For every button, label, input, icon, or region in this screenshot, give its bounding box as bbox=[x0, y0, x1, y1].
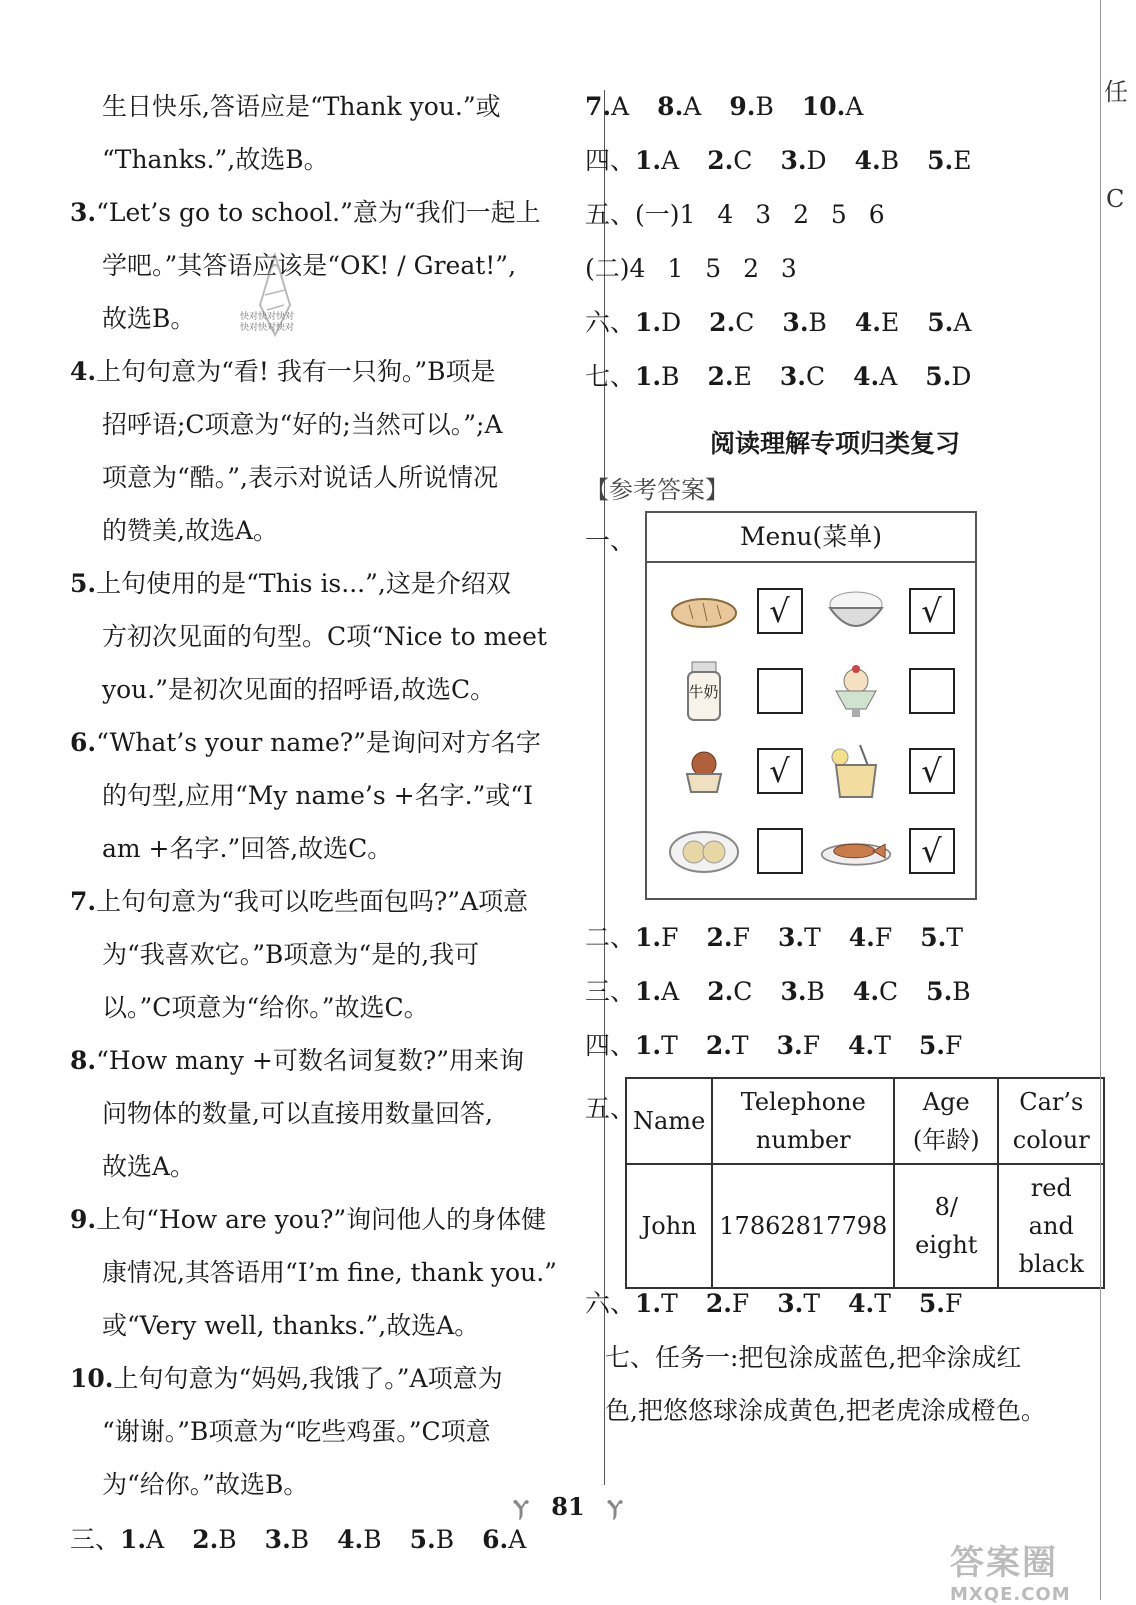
answer-item bbox=[855, 134, 899, 188]
section-prefix: 三、 bbox=[70, 1525, 121, 1554]
edge-fragment: 任 bbox=[1104, 78, 1128, 106]
food-label: 牛奶 bbox=[688, 682, 719, 701]
answer-text: 问物体的数量,可以直接用数量回答, bbox=[102, 1099, 493, 1128]
answer-choice: B bbox=[952, 977, 971, 1006]
cell-text: (年龄) bbox=[912, 1126, 980, 1154]
cell-text: eight bbox=[915, 1231, 978, 1259]
answer-choice: F bbox=[944, 1289, 963, 1318]
answer-item bbox=[657, 80, 701, 134]
item-number: 3. bbox=[70, 198, 97, 227]
answer-item bbox=[708, 350, 752, 404]
bread-icon bbox=[668, 583, 740, 639]
menu-checkbox[interactable]: √ bbox=[909, 588, 955, 634]
cell-text: 8/ bbox=[934, 1193, 958, 1221]
answer-text: 上句使用的是“This is...”,这是介绍双 bbox=[96, 569, 511, 598]
cell-text: Age bbox=[922, 1088, 970, 1116]
watermark bbox=[950, 1535, 1100, 1605]
answer-choice: B bbox=[755, 92, 774, 121]
answer-sequence: 1 4 3 2 5 6 bbox=[679, 200, 885, 229]
answer-line bbox=[70, 1034, 600, 1087]
cell-text: Name bbox=[633, 1107, 706, 1135]
menu-checkbox[interactable]: √ bbox=[909, 828, 955, 874]
answer-text: 方初次见面的句型。C项“Nice to meet bbox=[102, 622, 547, 651]
wheat-ornament-icon: Ⲩ bbox=[513, 1495, 529, 1521]
answer-line bbox=[70, 981, 600, 1034]
menu-checkbox[interactable] bbox=[757, 668, 803, 714]
answer-line bbox=[70, 239, 600, 292]
item-number: 2. bbox=[707, 362, 734, 391]
item-number: 5. bbox=[925, 362, 952, 391]
answer-item bbox=[802, 80, 864, 134]
answer-item bbox=[707, 965, 752, 1019]
item-number: 1. bbox=[120, 1525, 147, 1554]
answer-item bbox=[635, 296, 681, 350]
menu-item bbox=[659, 731, 811, 811]
cell-text: black bbox=[1018, 1250, 1084, 1278]
menu-item bbox=[811, 731, 963, 811]
wheat-ornament-icon: Ⲩ bbox=[607, 1495, 623, 1521]
answer-choice: D bbox=[806, 146, 827, 175]
menu-checkbox[interactable] bbox=[909, 668, 955, 714]
answer-choice: B bbox=[880, 146, 900, 175]
answer-line bbox=[70, 133, 600, 186]
item-number: 10. bbox=[70, 1364, 114, 1393]
item-number: 3. bbox=[782, 308, 809, 337]
answer-line bbox=[70, 663, 600, 716]
item-number: 4. bbox=[848, 1031, 875, 1060]
stamp-text-line: 快对快对快对 bbox=[240, 312, 295, 322]
answer-row bbox=[585, 350, 1115, 404]
item-number: 2. bbox=[705, 1289, 732, 1318]
answer-line bbox=[70, 928, 600, 981]
answer-item bbox=[635, 350, 679, 404]
item-number: 3. bbox=[777, 1289, 804, 1318]
answer-line bbox=[70, 610, 600, 663]
answer-text: 项意为“酷。”,表示对说话人所说情况 bbox=[102, 463, 499, 492]
answer-line bbox=[70, 451, 600, 504]
section-title: 阅读理解专项归类复习 bbox=[709, 429, 960, 458]
menu-title: Menu(菜单) bbox=[647, 513, 975, 563]
menu-item bbox=[811, 651, 963, 731]
answer-text: 以。”C项意为“给你。”故选C。 bbox=[102, 993, 429, 1022]
answer-choice: T bbox=[731, 1031, 749, 1060]
section-prefix: (二) bbox=[585, 254, 630, 283]
answer-line bbox=[70, 292, 600, 345]
answer-row bbox=[585, 134, 1115, 188]
cell-text: colour bbox=[1012, 1126, 1090, 1154]
answer-choice: B bbox=[661, 362, 680, 391]
item-number: 5. bbox=[920, 923, 947, 952]
item-number: 3. bbox=[780, 146, 807, 175]
answer-item bbox=[777, 1019, 820, 1073]
edge-fragment: C bbox=[1106, 185, 1125, 213]
reference-answer-label: 【参考答案】 bbox=[585, 476, 729, 504]
section-prefix: 二、 bbox=[585, 923, 636, 952]
task-line: 色,把悠悠球涂成黄色,把老虎涂成橙色。 bbox=[605, 1396, 1046, 1425]
answer-choice: A bbox=[661, 146, 680, 175]
answer-line bbox=[70, 80, 600, 133]
answer-choice: T bbox=[804, 923, 821, 952]
right-column bbox=[585, 80, 1115, 1437]
cell-text: Car’s bbox=[1019, 1088, 1084, 1116]
table-header-cell bbox=[712, 1078, 894, 1164]
task-line: 七、任务一:把包涂成蓝色,把伞涂成红 bbox=[605, 1343, 1022, 1372]
answer-text: 故选B。 bbox=[102, 304, 196, 333]
menu-exercise bbox=[585, 511, 1115, 911]
answer-text: 上句句意为“我可以吃些面包吗?”A项意 bbox=[96, 887, 529, 916]
item-number: 7. bbox=[70, 887, 97, 916]
answer-row bbox=[585, 242, 1115, 296]
item-number: 4. bbox=[854, 308, 882, 337]
answer-choice: B bbox=[363, 1525, 382, 1554]
answer-row bbox=[585, 911, 1115, 965]
answer-choice: D bbox=[951, 362, 972, 391]
menu-item bbox=[659, 811, 811, 891]
answer-text: 故选A。 bbox=[102, 1152, 196, 1181]
answer-item bbox=[927, 296, 971, 350]
section-prefix: 四、 bbox=[585, 1031, 636, 1060]
section-prefix: 三、 bbox=[585, 977, 636, 1006]
item-number: 6. bbox=[482, 1525, 509, 1554]
item-number: 5. bbox=[927, 308, 954, 337]
answer-item bbox=[706, 1019, 749, 1073]
answer-line bbox=[70, 1352, 600, 1405]
menu-checkbox[interactable]: √ bbox=[909, 748, 955, 794]
answer-choice: A bbox=[845, 92, 864, 121]
answer-line bbox=[70, 504, 600, 557]
answer-text: 的赞美,故选A。 bbox=[102, 516, 279, 545]
section-prefix: 五、(一) bbox=[585, 200, 680, 229]
answer-choice: C bbox=[733, 146, 753, 175]
answer-choice: E bbox=[881, 308, 900, 337]
table-cell bbox=[998, 1164, 1104, 1288]
item-number: 5. bbox=[918, 1289, 945, 1318]
answer-text: 上句句意为“看! 我有一只狗。”B项是 bbox=[96, 357, 496, 386]
answer-line bbox=[70, 1246, 600, 1299]
item-number: 1. bbox=[635, 308, 662, 337]
cell-text: 17862817798 bbox=[719, 1212, 888, 1240]
answer-line bbox=[70, 398, 600, 451]
stamp-text-line: 快对快对快对 bbox=[240, 323, 295, 333]
answer-line bbox=[70, 716, 600, 769]
item-number: 6. bbox=[70, 728, 97, 757]
answer-choice: T bbox=[661, 1289, 678, 1318]
answer-text: “Thanks.”,故选B。 bbox=[102, 145, 329, 174]
answer-text: 的句型,应用“My name’s +名字.”或“I bbox=[102, 781, 533, 810]
table-header-cell bbox=[626, 1078, 712, 1164]
table-header-cell bbox=[998, 1078, 1104, 1164]
answer-choice: F bbox=[731, 1289, 750, 1318]
item-number: 9. bbox=[729, 92, 756, 121]
section-prefix: 四、 bbox=[585, 146, 636, 175]
stamp-text bbox=[240, 312, 294, 334]
answer-line bbox=[70, 1299, 600, 1352]
section-prefix: 五、 bbox=[585, 1094, 636, 1123]
answer-item bbox=[782, 296, 826, 350]
answer-text: you.”是初次见面的招呼语,故选C。 bbox=[102, 675, 496, 704]
item-number: 10. bbox=[801, 92, 846, 121]
menu-checkbox[interactable]: √ bbox=[757, 588, 803, 634]
item-number: 3. bbox=[777, 923, 805, 952]
answer-choice: T bbox=[946, 923, 964, 952]
item-number: 4. bbox=[70, 357, 97, 386]
fish-icon bbox=[820, 823, 892, 879]
table-cell bbox=[894, 1164, 998, 1288]
answer-choice: B bbox=[806, 977, 825, 1006]
table-header-cell bbox=[894, 1078, 998, 1164]
answer-choice: T bbox=[803, 1289, 821, 1318]
answer-item bbox=[919, 1019, 962, 1073]
answer-item bbox=[635, 965, 679, 1019]
item-number: 2. bbox=[706, 923, 733, 952]
answer-item bbox=[585, 80, 629, 134]
answer-row bbox=[585, 1019, 1115, 1073]
item-number: 5. bbox=[918, 1031, 945, 1060]
answer-choice: E bbox=[733, 362, 752, 391]
answer-text: 招呼语;C项意为“好的;当然可以。”;A bbox=[102, 410, 503, 439]
watermark-title: 答案圈 bbox=[950, 1543, 1058, 1583]
answer-choice: A bbox=[611, 92, 630, 121]
cell-text: number bbox=[755, 1126, 851, 1154]
menu-item bbox=[811, 811, 963, 891]
answer-choice: D bbox=[661, 308, 682, 337]
answer-choice: C bbox=[733, 977, 753, 1006]
left-column bbox=[70, 80, 600, 1567]
answer-choice: F bbox=[732, 923, 750, 952]
cell-text: Telephone bbox=[740, 1088, 866, 1116]
answer-choice: A bbox=[508, 1525, 527, 1554]
item-number: 2. bbox=[707, 977, 734, 1006]
answer-line bbox=[70, 1193, 600, 1246]
answer-line bbox=[70, 345, 600, 398]
answer-choice: B bbox=[808, 308, 827, 337]
item-number: 4. bbox=[853, 362, 880, 391]
item-number: 4. bbox=[848, 923, 875, 952]
answer-item bbox=[780, 350, 825, 404]
item-number: 9. bbox=[70, 1205, 97, 1234]
answer-line bbox=[70, 875, 600, 928]
answer-row bbox=[585, 80, 1115, 134]
item-number: 7. bbox=[585, 92, 612, 121]
page-footer bbox=[0, 1492, 1136, 1532]
item-number: 1. bbox=[635, 362, 662, 391]
answer-choice: F bbox=[944, 1031, 963, 1060]
answer-text: 生日快乐,答语应是“Thank you.”或 bbox=[102, 92, 501, 121]
answer-choice: B bbox=[218, 1525, 237, 1554]
item-number: 3. bbox=[779, 362, 806, 391]
answer-choice: A bbox=[146, 1525, 165, 1554]
answer-choice: C bbox=[879, 977, 899, 1006]
answer-item bbox=[635, 1019, 678, 1073]
item-number: 2. bbox=[705, 1031, 732, 1060]
item-number: 5. bbox=[927, 146, 954, 175]
menu-grid bbox=[647, 563, 975, 899]
cell-text: red and bbox=[1028, 1174, 1074, 1240]
answer-line bbox=[70, 1087, 600, 1140]
answer-choice: C bbox=[805, 362, 826, 391]
section-prefix: 六、 bbox=[585, 308, 636, 337]
answer-choice: A bbox=[661, 977, 680, 1006]
answer-line bbox=[70, 822, 600, 875]
answer-item bbox=[849, 911, 892, 965]
answer-choice: T bbox=[874, 1289, 891, 1318]
rice-icon bbox=[820, 583, 892, 639]
answer-item bbox=[707, 134, 752, 188]
item-number: 1. bbox=[635, 977, 662, 1006]
answer-text: “谢谢。”B项意为“吃些鸡蛋。”C项意 bbox=[102, 1417, 491, 1446]
answer-text: 上句“How are you?”询问他人的身体健 bbox=[96, 1205, 547, 1234]
cell-text: John bbox=[641, 1212, 697, 1240]
info-table-exercise bbox=[585, 1077, 1115, 1277]
answer-item bbox=[920, 911, 963, 965]
item-number: 4. bbox=[854, 146, 881, 175]
answer-item bbox=[778, 911, 821, 965]
answer-choice: T bbox=[661, 1031, 678, 1060]
section-prefix: 七、 bbox=[585, 362, 636, 391]
item-number: 2. bbox=[707, 146, 734, 175]
answer-choice: F bbox=[874, 923, 893, 952]
answer-text: 为“我喜欢它。”B项意为“是的,我可 bbox=[102, 940, 480, 969]
eggs-icon bbox=[668, 823, 740, 879]
answer-item bbox=[706, 911, 749, 965]
item-number: 3. bbox=[264, 1525, 291, 1554]
menu-item bbox=[659, 571, 811, 651]
answer-item bbox=[635, 134, 679, 188]
answer-row bbox=[585, 296, 1115, 350]
watermark-url: MXQE.COM bbox=[950, 1584, 1071, 1605]
answer-choice: E bbox=[953, 146, 972, 175]
answer-choice: F bbox=[661, 923, 679, 952]
section-prefix: 一、 bbox=[585, 526, 636, 555]
item-number: 3. bbox=[776, 1031, 803, 1060]
answer-item bbox=[635, 911, 678, 965]
answer-line bbox=[70, 1405, 600, 1458]
table-row bbox=[626, 1164, 1104, 1288]
item-number: 1. bbox=[635, 146, 662, 175]
item-number: 1. bbox=[635, 923, 662, 952]
answer-text: 康情况,其答语用“I’m fine, thank you.” bbox=[102, 1258, 557, 1287]
menu-checkbox[interactable]: √ bbox=[757, 748, 803, 794]
section-prefix: 六、 bbox=[585, 1289, 636, 1318]
answer-text: 学吧。”其答语应该是“OK! / Great!”, bbox=[102, 251, 517, 280]
menu-checkbox[interactable] bbox=[757, 828, 803, 874]
answer-choice: B bbox=[435, 1525, 455, 1554]
milk-icon bbox=[668, 663, 740, 719]
item-number: 5. bbox=[409, 1525, 436, 1554]
answer-row bbox=[585, 965, 1115, 1019]
answer-item bbox=[780, 134, 826, 188]
table-cell bbox=[712, 1164, 894, 1288]
answer-item bbox=[853, 350, 897, 404]
item-number: 5. bbox=[70, 569, 97, 598]
answer-item bbox=[729, 80, 773, 134]
item-number: 3. bbox=[780, 977, 807, 1006]
answer-text: 或“Very well, thanks.”,故选A。 bbox=[102, 1311, 480, 1340]
answer-item bbox=[853, 965, 898, 1019]
answer-row bbox=[585, 188, 1115, 242]
answer-item bbox=[855, 296, 899, 350]
answer-text: “Let’s go to school.”意为“我们一起上 bbox=[96, 198, 541, 227]
answer-sequence: 4 1 5 2 3 bbox=[629, 254, 797, 283]
ice-cream-icon bbox=[820, 663, 892, 719]
item-number: 1. bbox=[635, 1289, 662, 1318]
answer-item bbox=[925, 350, 971, 404]
table-row bbox=[626, 1078, 1104, 1164]
answer-item bbox=[780, 965, 824, 1019]
answer-choice: F bbox=[802, 1031, 821, 1060]
item-number: 8. bbox=[70, 1046, 97, 1075]
answer-choice: A bbox=[953, 308, 972, 337]
juice-icon bbox=[820, 743, 892, 799]
answer-line bbox=[70, 769, 600, 822]
menu-card bbox=[645, 511, 977, 900]
answer-item bbox=[926, 965, 970, 1019]
page-edge-line bbox=[1100, 0, 1101, 1600]
item-number: 4. bbox=[848, 1289, 875, 1318]
answer-choice: T bbox=[874, 1031, 891, 1060]
answer-text: 上句句意为“妈妈,我饿了。”A项意为 bbox=[113, 1364, 503, 1393]
table-cell bbox=[626, 1164, 712, 1288]
answer-text: “What’s your name?”是询问对方名字 bbox=[96, 728, 541, 757]
answer-choice: A bbox=[879, 362, 898, 391]
answer-line bbox=[70, 1140, 600, 1193]
answer-text: “How many +可数名词复数?”用来询 bbox=[96, 1046, 525, 1075]
item-number: 2. bbox=[709, 308, 736, 337]
answer-line bbox=[70, 557, 600, 610]
answer-text: am +名字.”回答,故选C。 bbox=[102, 834, 393, 863]
item-number: 4. bbox=[337, 1525, 364, 1554]
item-number: 1. bbox=[635, 1031, 662, 1060]
answer-item bbox=[927, 134, 971, 188]
answer-line bbox=[70, 186, 600, 239]
answer-text: 为“给你。”故选B。 bbox=[102, 1470, 309, 1499]
cake-icon bbox=[668, 743, 740, 799]
page-number: 81 bbox=[551, 1492, 585, 1521]
answer-choice: C bbox=[735, 308, 755, 337]
answer-item bbox=[709, 296, 754, 350]
answer-choice: A bbox=[683, 92, 702, 121]
item-number: 5. bbox=[926, 977, 953, 1006]
answer-choice: B bbox=[290, 1525, 310, 1554]
item-number: 4. bbox=[852, 977, 880, 1006]
answer-item bbox=[848, 1019, 891, 1073]
info-table bbox=[625, 1077, 1105, 1289]
menu-item bbox=[659, 651, 811, 731]
menu-item bbox=[811, 571, 963, 651]
item-number: 2. bbox=[192, 1525, 219, 1554]
item-number: 8. bbox=[657, 92, 684, 121]
